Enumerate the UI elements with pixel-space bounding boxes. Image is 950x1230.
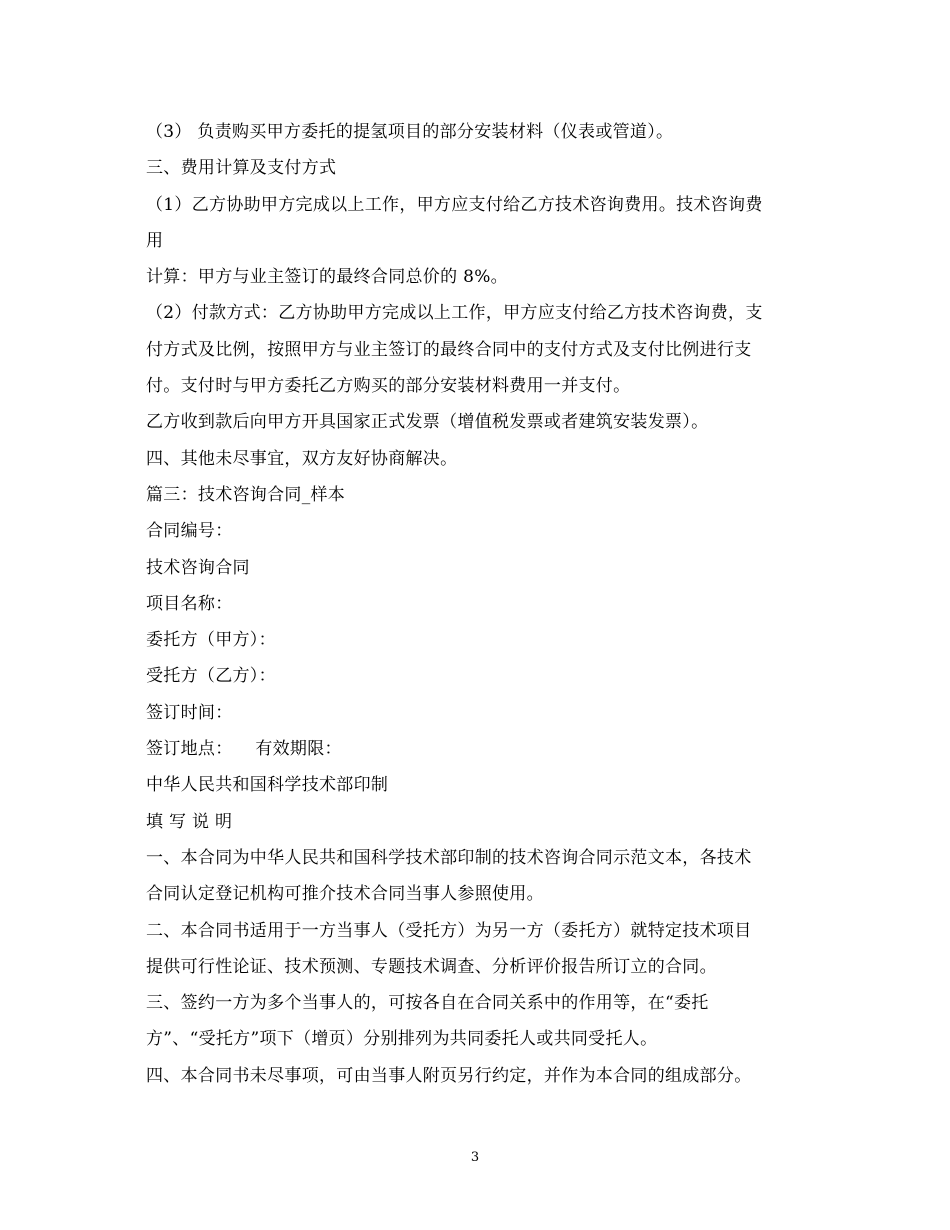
- contractor-party-label: 受托方（乙方）：: [146, 666, 276, 687]
- text-line: 付。支付时与甲方委托乙方购买的部分安装材料费用一并支付。: [146, 376, 631, 397]
- text-line: 方”、“受托方”项下（增页）分别排列为共同委托人或共同受托人。: [146, 1029, 658, 1050]
- publisher-line: 中华人民共和国科学技术部印制: [146, 775, 389, 796]
- chapter-heading: 篇三：技术咨询合同_样本: [146, 484, 346, 505]
- project-name-label: 项目名称：: [146, 593, 233, 614]
- text-line: 三、签约一方为多个当事人的，可按各自在合同关系中的作用等，在“委托: [146, 993, 709, 1014]
- text-line: 乙方收到款后向甲方开具国家正式发票（增值税发票或者建筑安装发票）。: [146, 412, 709, 433]
- client-party-label: 委托方（甲方）：: [146, 630, 276, 651]
- signing-place-validity-label: 签订地点： 有效期限：: [146, 739, 342, 760]
- text-line: 付方式及比例，按照甲方与业主签订的最终合同中的支付方式及支付比例进行支: [146, 339, 752, 360]
- text-line: 一、本合同为中华人民共和国科学技术部印制的技术咨询合同示范文本，各技术: [146, 847, 752, 868]
- text-line: 用: [146, 230, 164, 251]
- document-body: [146, 114, 816, 1094]
- text-line: 四、本合同书未尽事项，可由当事人附页另行约定，并作为本合同的组成部分。: [146, 1065, 752, 1086]
- section-heading: 三、费用计算及支付方式: [146, 158, 337, 179]
- text-line: 二、本合同书适用于一方当事人（受托方）为另一方（委托方）就特定技术项目: [146, 920, 752, 941]
- section-heading: 四、其他未尽事宜，双方友好协商解决。: [146, 448, 458, 469]
- contract-number-label: 合同编号：: [146, 521, 233, 542]
- contract-title: 技术咨询合同: [146, 557, 250, 578]
- text-line: （1）乙方协助甲方完成以上工作，甲方应支付给乙方技术咨询费用。技术咨询费: [146, 194, 763, 215]
- text-line: （2）付款方式：乙方协助甲方完成以上工作，甲方应支付给乙方技术咨询费，支: [146, 303, 763, 324]
- text-line: （3） 负责购买甲方委托的提氢项目的部分安装材料（仪表或管道）。: [146, 122, 674, 142]
- text-line: 合同认定登记机构可推介技术合同当事人参照使用。: [146, 884, 544, 905]
- text-line: 计算：甲方与业主签订的最终合同总价的 8%。: [146, 267, 508, 288]
- text-line: 提供可行性论证、技术预测、专题技术调查、分析评价报告所订立的合同。: [146, 956, 717, 977]
- page-number: 3: [470, 1150, 480, 1165]
- signing-date-label: 签订时间：: [146, 702, 233, 723]
- instructions-heading: 填 写 说 明: [146, 811, 233, 832]
